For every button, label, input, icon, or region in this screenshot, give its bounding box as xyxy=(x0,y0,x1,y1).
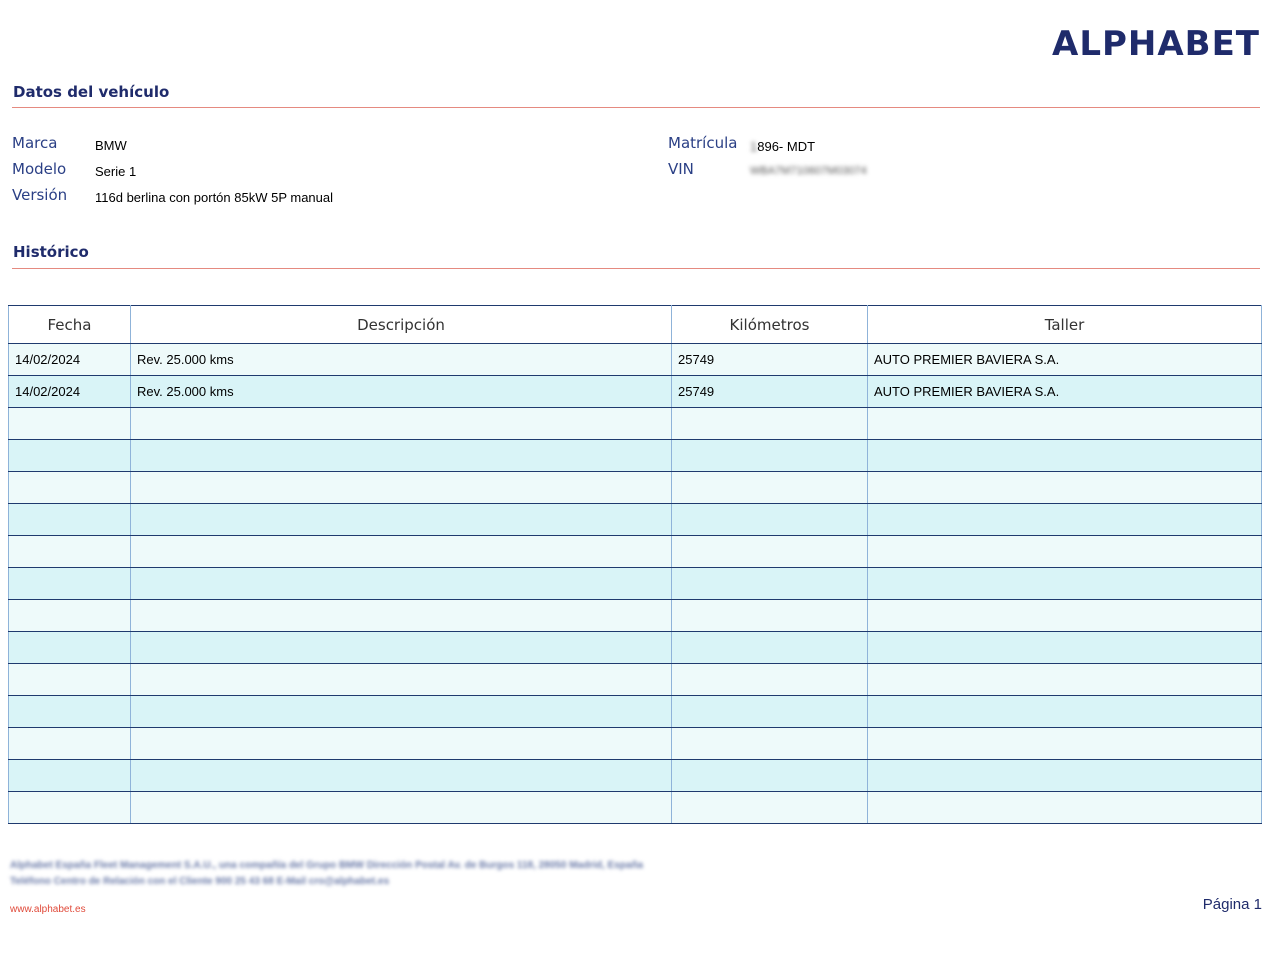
column-header-taller: Taller xyxy=(868,306,1262,344)
cell-kilometros xyxy=(672,408,868,440)
table-row xyxy=(9,440,1262,472)
cell-fecha xyxy=(9,792,131,824)
history-section-divider xyxy=(12,268,1260,269)
cell-taller xyxy=(868,792,1262,824)
cell-taller: AUTO PREMIER BAVIERA S.A. xyxy=(868,344,1262,376)
cell-kilometros xyxy=(672,472,868,504)
cell-taller: AUTO PREMIER BAVIERA S.A. xyxy=(868,376,1262,408)
table-row xyxy=(9,344,1262,376)
footer-contact-info: Teléfono Centro de Relación con el Cliente 900 25 43 68 E-Mail cro@alphabet.es xyxy=(10,876,390,887)
vin-label: VIN xyxy=(668,160,694,178)
cell-descripcion: Rev. 25.000 kms xyxy=(131,344,672,376)
column-header-descripcion: Descripción xyxy=(131,306,672,344)
cell-kilometros: 25749 xyxy=(672,344,868,376)
cell-fecha xyxy=(9,728,131,760)
cell-kilometros xyxy=(672,792,868,824)
table-row xyxy=(9,600,1262,632)
cell-descripcion xyxy=(131,632,672,664)
alphabet-logo: ALPHABET xyxy=(1052,24,1260,64)
cell-descripcion xyxy=(131,760,672,792)
cell-taller xyxy=(868,440,1262,472)
table-row xyxy=(9,472,1262,504)
cell-descripcion xyxy=(131,728,672,760)
cell-descripcion xyxy=(131,696,672,728)
cell-fecha xyxy=(9,632,131,664)
cell-taller xyxy=(868,600,1262,632)
page-number: Página 1 xyxy=(1202,896,1262,913)
cell-taller xyxy=(868,408,1262,440)
table-row xyxy=(9,376,1262,408)
cell-descripcion xyxy=(131,504,672,536)
cell-kilometros xyxy=(672,696,868,728)
column-header-fecha: Fecha xyxy=(9,306,131,344)
table-row xyxy=(9,792,1262,824)
cell-fecha xyxy=(9,504,131,536)
cell-descripcion: Rev. 25.000 kms xyxy=(131,376,672,408)
table-row xyxy=(9,568,1262,600)
matricula-label: Matrícula xyxy=(668,134,738,152)
cell-taller xyxy=(868,664,1262,696)
cell-fecha xyxy=(9,472,131,504)
cell-kilometros xyxy=(672,568,868,600)
footer-company-info: Alphabet España Fleet Management S.A.U., una compañía del Grupo BMW Dirección Postal Av. de Burgos 118, 28050 Madrid, España xyxy=(10,860,644,871)
vin-value-redacted: WBA7M710607M03074 xyxy=(750,165,867,177)
cell-descripcion xyxy=(131,568,672,600)
cell-descripcion xyxy=(131,440,672,472)
cell-taller xyxy=(868,632,1262,664)
modelo-label: Modelo xyxy=(12,160,67,178)
version-label: Versión xyxy=(12,186,68,204)
cell-kilometros xyxy=(672,600,868,632)
vehicle-section-divider xyxy=(12,107,1260,108)
marca-label: Marca xyxy=(12,134,58,152)
vehicle-section-title: Datos del vehículo xyxy=(13,83,170,101)
cell-fecha xyxy=(9,600,131,632)
table-row xyxy=(9,536,1262,568)
table-row xyxy=(9,408,1262,440)
table-row xyxy=(9,504,1262,536)
cell-kilometros: 25749 xyxy=(672,376,868,408)
cell-kilometros xyxy=(672,440,868,472)
cell-fecha xyxy=(9,536,131,568)
table-row xyxy=(9,728,1262,760)
cell-descripcion xyxy=(131,792,672,824)
cell-descripcion xyxy=(131,408,672,440)
history-table xyxy=(8,305,1262,824)
cell-fecha xyxy=(9,440,131,472)
cell-taller xyxy=(868,696,1262,728)
table-row xyxy=(9,632,1262,664)
column-header-kilometros: Kilómetros xyxy=(672,306,868,344)
cell-kilometros xyxy=(672,760,868,792)
table-row xyxy=(9,760,1262,792)
cell-taller xyxy=(868,760,1262,792)
cell-kilometros xyxy=(672,632,868,664)
cell-kilometros xyxy=(672,504,868,536)
cell-taller xyxy=(868,472,1262,504)
cell-fecha xyxy=(9,408,131,440)
version-value: 116d berlina con portón 85kW 5P manual xyxy=(95,190,334,205)
cell-fecha xyxy=(9,664,131,696)
cell-kilometros xyxy=(672,536,868,568)
modelo-value: Serie 1 xyxy=(95,164,137,179)
table-row xyxy=(9,664,1262,696)
cell-kilometros xyxy=(672,728,868,760)
matricula-text: 896- MDT xyxy=(757,139,816,154)
cell-fecha xyxy=(9,760,131,792)
cell-taller xyxy=(868,536,1262,568)
cell-fecha: 14/02/2024 xyxy=(9,376,131,408)
footer-website-link[interactable]: www.alphabet.es xyxy=(10,904,86,915)
cell-descripcion xyxy=(131,472,672,504)
matricula-value xyxy=(750,139,815,154)
cell-taller xyxy=(868,728,1262,760)
table-row xyxy=(9,696,1262,728)
history-header-row xyxy=(9,306,1262,344)
cell-taller xyxy=(868,568,1262,600)
matricula-prefix-redacted: 1 xyxy=(750,139,758,154)
marca-value: BMW xyxy=(95,138,127,153)
cell-descripcion xyxy=(131,536,672,568)
history-section-title: Histórico xyxy=(13,243,89,261)
cell-fecha xyxy=(9,568,131,600)
cell-kilometros xyxy=(672,664,868,696)
cell-taller xyxy=(868,504,1262,536)
cell-fecha: 14/02/2024 xyxy=(9,344,131,376)
history-table-body xyxy=(9,344,1262,824)
cell-descripcion xyxy=(131,664,672,696)
cell-fecha xyxy=(9,696,131,728)
cell-descripcion xyxy=(131,600,672,632)
